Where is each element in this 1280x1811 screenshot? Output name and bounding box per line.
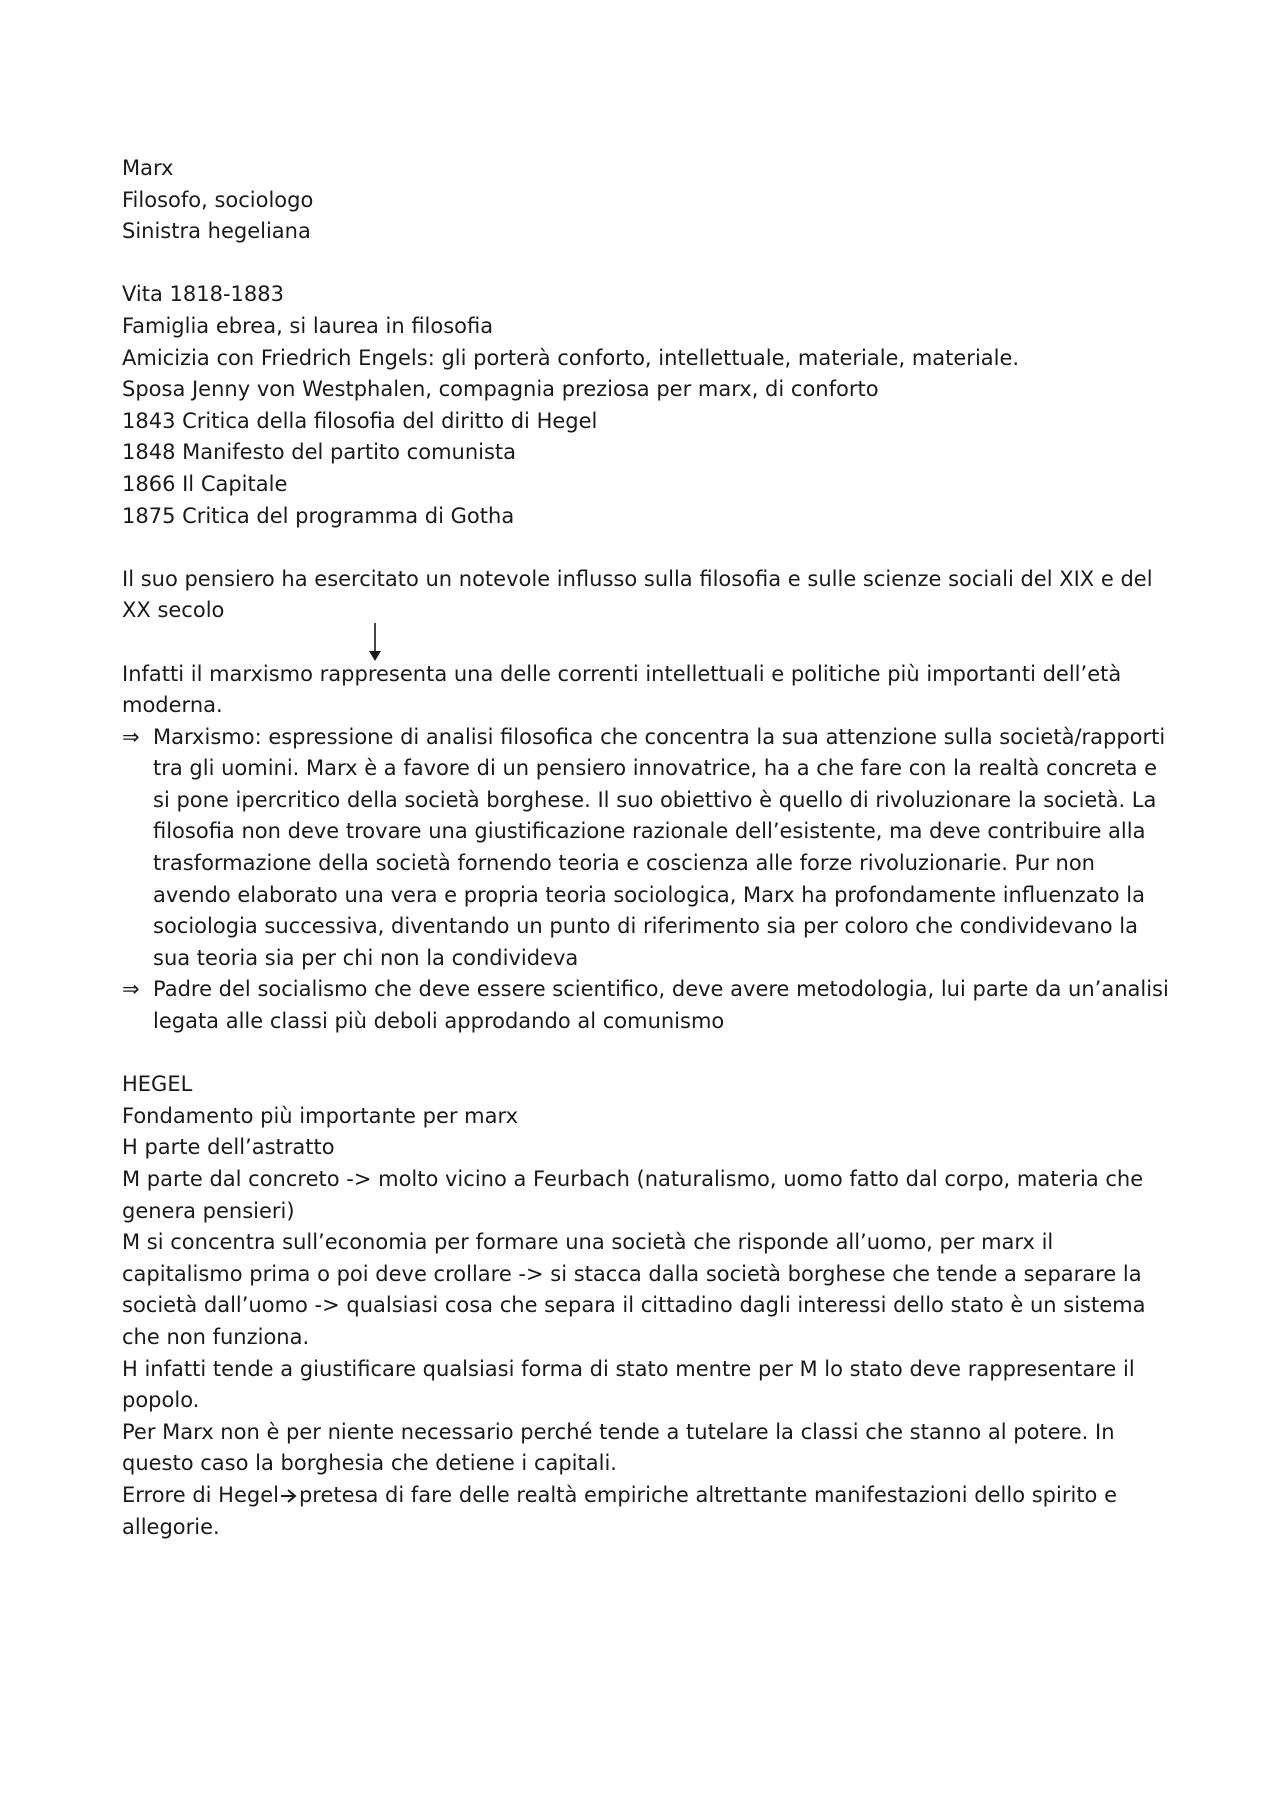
spacer <box>122 532 1172 564</box>
hegel-error-line <box>122 1480 1172 1543</box>
list-item <box>122 974 1172 1037</box>
hegel-line: M parte dal concreto -> molto vicino a Feurbach (naturalismo, uomo fatto dal corpo, materia che genera pensieri) <box>122 1167 1150 1223</box>
bio-line: Vita 1818-1883 <box>122 282 284 307</box>
bio-line: 1843 Critica della filosofia del diritto di Hegel <box>122 408 598 433</box>
bio-line: Sposa Jenny von Westphalen, compagnia preziosa per marx, di conforto <box>122 377 879 402</box>
error-text: pretesa di fare delle realtà empiriche altrettante manifestazioni dello spirito e allegorie. <box>122 1482 1124 1539</box>
hegel-line: H infatti tende a giustificare qualsiasi forma di stato mentre per M lo stato deve rappresentare il popolo. <box>122 1356 1142 1413</box>
document-body <box>122 153 1172 1543</box>
roles-line: Filosofo, sociologo <box>122 187 314 212</box>
hegel-line: H parte dell’astratto <box>122 1135 335 1160</box>
bio-line: 1848 Manifesto del partito comunista <box>122 440 517 465</box>
implies-icon: ⇒ <box>122 724 140 749</box>
down-arrow-icon <box>367 621 383 663</box>
school-line: Sinistra hegeliana <box>122 219 311 244</box>
spacer <box>122 248 1172 280</box>
right-arrow-icon <box>280 1488 298 1504</box>
hegel-line: M si concentra sull’economia per formare una società che risponde all’uomo, per marx il capitalismo prima o poi deve crollare -> si stacca dalla società borghese che tende a separare la società dall’uomo -> qualsiasi cosa che separa il cittadino dagli interessi dello stato è un sistema che non funziona. <box>122 1230 1153 1349</box>
bullet-text: Padre del socialismo che deve essere scientifico, deve avere metodologia, lui parte da un’analisi legata alle classi più deboli approdando al comunismo <box>153 977 1169 1034</box>
bio-line: Famiglia ebrea, si laurea in filosofia <box>122 313 494 338</box>
spacer <box>122 1038 1172 1070</box>
implies-icon: ⇒ <box>122 977 140 1002</box>
section-heading: HEGEL <box>122 1072 193 1097</box>
list-item <box>122 722 1172 975</box>
hegel-line: Per Marx non è per niente necessario perché tende a tutelare la classi che stanno al potere. In questo caso la borghesia che detiene i capitali. <box>122 1419 1122 1476</box>
consequence-paragraph: Infatti il marxismo rappresenta una delle correnti intellettuali e politiche più importanti dell’età moderna. <box>122 661 1128 718</box>
bio-line: 1866 Il Capitale <box>122 471 288 496</box>
page-title: Marx <box>122 156 174 180</box>
bio-line: 1875 Critica del programma di Gotha <box>122 503 515 528</box>
down-arrow-row <box>122 627 1172 659</box>
error-prefix: Errore di Hegel <box>122 1482 279 1507</box>
influence-paragraph: Il suo pensiero ha esercitato un notevole influsso sulla filosofia e sulle scienze sociali del XIX e del XX secolo <box>122 566 1160 623</box>
hegel-line: Fondamento più importante per marx <box>122 1103 519 1128</box>
bullet-text: Marxismo: espressione di analisi filosofica che concentra la sua attenzione sulla società/rapporti tra gli uomini. Marx è a favore di un pensiero innovatrice, ha a che fare con la realtà concreta e si pone ipercritico della società borghese. Il suo obiettivo è quello di rivoluzionare la società. La filosofia non deve trovare una giustificazione razionale dell’esistente, ma deve contribuire alla trasformazione della società fornendo teoria e coscienza alle forze rivoluzionarie. Pur non avendo elaborato una vera e propria teoria sociologica, Marx ha profondamente influenzato la sociologia successiva, diventando un punto di riferimento sia per coloro che condividevano la sua teoria sia per chi non la condivideva <box>153 724 1166 970</box>
bio-line: Amicizia con Friedrich Engels: gli porterà conforto, intellettuale, materiale, materiale. <box>122 345 1020 370</box>
